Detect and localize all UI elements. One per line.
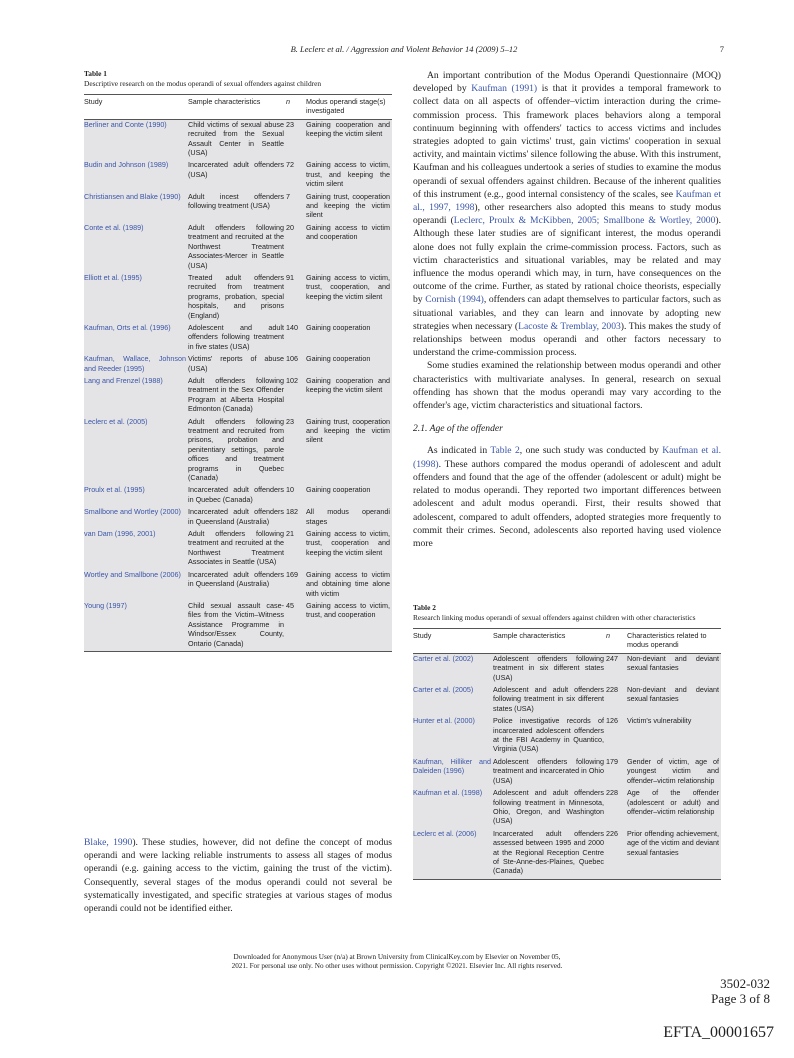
table1-cell-study[interactable] — [84, 119, 188, 160]
table1-cell-study[interactable] — [84, 323, 188, 354]
table1-cell-sample: Adult offenders following treatment in the Sex Offender Program at Alberta Hospital Edmonton (Canada) — [188, 375, 284, 414]
study-citation-link[interactable]: Wortley and Smallbone (2006) — [84, 569, 181, 579]
table2-cell-study[interactable] — [413, 653, 493, 685]
table1-cell-n: 102 — [286, 375, 298, 385]
table1-row — [84, 507, 392, 529]
study-citation-link[interactable]: Carter et al. (2005) — [413, 685, 474, 695]
table1-cell-n: 140 — [286, 322, 298, 332]
table2-block — [413, 603, 721, 880]
table2-cell-chars: Gender of victim, age of youngest victim and offender–victim relationship — [627, 756, 719, 785]
doc-id: 3502-032 — [720, 976, 770, 991]
table2-body — [413, 653, 721, 879]
citation-link-kaufman-1991[interactable]: Kaufman (1991) — [471, 83, 538, 95]
table2-header-n: n — [606, 629, 627, 654]
table2-cell-n: 226 — [606, 829, 627, 880]
table1-cell-n: 72 — [286, 160, 294, 170]
left-bottom-text — [84, 836, 392, 915]
table2-cell-chars: Prior offending achievement, age of the victim and deviant sexual fantasies — [627, 829, 721, 880]
table2-ref-link[interactable]: Table 2 — [490, 445, 520, 457]
table2-cell-study[interactable] — [413, 685, 493, 716]
table1-cell-n: 169 — [286, 569, 298, 579]
table1-cell-stage: Gaining trust, cooperation and keeping the victim silent — [306, 191, 390, 220]
table1-cell-sample: Adult offenders following treatment and recruited at the Northwest Treatment Associates-Mercer in Seattle (USA) — [188, 222, 284, 270]
table1-cell-n: 182 — [286, 507, 298, 517]
table1-cell-stage: Gaining cooperation — [306, 354, 371, 364]
study-citation-link[interactable]: Kaufman, Hilliker and Daleiden (1996) — [413, 756, 491, 776]
table1-cell-sample: Incarcerated adult offenders (USA) — [188, 160, 284, 179]
table2-header-sample: Sample characteristics — [493, 629, 606, 654]
table1 — [84, 94, 392, 652]
table1-row — [84, 160, 392, 191]
study-citation-link[interactable]: Christiansen and Blake (1990) — [84, 191, 181, 201]
table1-cell-n: 21 — [286, 529, 294, 539]
table2-row — [413, 829, 721, 880]
table1-cell-study[interactable] — [84, 417, 188, 486]
table1-cell-study[interactable] — [84, 354, 188, 376]
table2-caption-text: Research linking modus operandi of sexual offenders against children with other characteristics — [413, 612, 696, 622]
citation-link-kaufman-1998[interactable]: Kaufman et al. (1998) — [413, 445, 721, 470]
table1-cell-sample: Child sexual assault case-files from the Victim–Witness Assistance Programme in Windsor/Essex County, Ontario (Canada) — [188, 601, 286, 652]
study-citation-link[interactable]: Budin and Johnson (1989) — [84, 160, 169, 170]
study-citation-link[interactable]: Conte et al. (1989) — [84, 222, 144, 232]
table1-cell-stage: Gaining access to victim and cooperation — [306, 222, 390, 242]
study-citation-link[interactable]: van Dam (1996, 2001) — [84, 529, 156, 539]
table2-cell-sample: Adolescent offenders following treatment in six different states (USA) — [493, 653, 604, 682]
table1-cell-study[interactable] — [84, 223, 188, 273]
table1-cell-n: 20 — [286, 222, 294, 232]
table2 — [413, 628, 721, 880]
study-citation-link[interactable]: Kaufman et al. (1998) — [413, 788, 483, 798]
table2-cell-chars: Non-deviant and deviant sexual fantasies — [627, 653, 719, 673]
table1-cell-stage: Gaining access to victim, trust, and keeping the victim silent — [306, 160, 390, 189]
table2-cell-sample: Adolescent and adult offenders following treatment in six different states (USA) — [493, 685, 604, 713]
table1-row — [84, 570, 392, 601]
efta-number: EFTA_00001657 — [663, 1024, 774, 1041]
study-citation-link[interactable]: Lang and Frenzel (1988) — [84, 375, 163, 385]
table1-cell-stage: Gaining cooperation — [306, 322, 371, 332]
table1-cell-stage: Gaining cooperation — [306, 485, 371, 495]
table2-cell-chars: Non-deviant and deviant sexual fantasies — [627, 685, 719, 704]
table1-cell-n: 23 — [286, 416, 294, 426]
table2-row — [413, 685, 721, 716]
table1-row — [84, 529, 392, 570]
table1-cell-study[interactable] — [84, 507, 188, 529]
table2-cell-sample: Adolescent offenders following treatment and incarcerated in Ohio (USA) — [493, 756, 604, 785]
table1-cell-stage: Gaining trust, cooperation and keeping the victim silent — [306, 416, 390, 445]
study-citation-link[interactable]: Kaufman, Orts et al. (1996) — [84, 322, 171, 332]
left-bottom-paragraph: ). These studies, however, did not define the concept of modus operandi and were lacking reliable instruments to assess all stages of modus operandi (e.g. gaining access to the victim, gaining the trust of the victim). Consequently, several stages of the modus operandi could not several be systematically investigated, and specific strategies at various stages of modus operandi could not be identified either. — [84, 837, 392, 915]
table2-cell-study[interactable] — [413, 716, 493, 757]
section-heading-age: 2.1. Age of the offender — [413, 423, 503, 435]
table2-cell-chars: Age of the offender (adolescent or adult) and offender–victim relationship — [627, 788, 719, 816]
table1-cell-stage: Gaining cooperation and keeping the victim silent — [306, 375, 390, 395]
table1-cell-study[interactable] — [84, 192, 188, 223]
table1-row — [84, 354, 392, 376]
table1-header-sample: Sample characteristics — [188, 95, 286, 120]
study-citation-link[interactable]: Hunter et al. (2000) — [413, 716, 475, 726]
table1-cell-stage: Gaining access to victim, trust, cooperation and keeping the victim silent — [306, 529, 390, 557]
table1-header-study: Study — [84, 95, 188, 120]
table2-cell-n: 247 — [606, 653, 618, 663]
table1-body — [84, 119, 392, 651]
table1-row — [84, 376, 392, 417]
table1-block — [84, 69, 392, 652]
table1-row — [84, 119, 392, 160]
citation-link-cornish-1994[interactable]: Cornish (1994) — [425, 294, 484, 306]
bates-stamp — [711, 977, 770, 1006]
table1-cell-study[interactable] — [84, 485, 188, 507]
table1-cell-sample: Incarcerated adult offenders in Quebec (Canada) — [188, 485, 284, 504]
table2-row — [413, 653, 721, 685]
table1-cell-study[interactable] — [84, 529, 188, 570]
table2-cell-n: 179 — [606, 756, 618, 766]
page-of: Page 3 of 8 — [711, 990, 770, 1006]
table1-cell-study[interactable] — [84, 570, 188, 601]
table1-cell-n: 10 — [286, 485, 294, 495]
table1-caption — [84, 69, 392, 88]
table2-cell-study[interactable] — [413, 788, 493, 829]
table1-cell-sample: Incarcerated adult offenders in Queensland (Australia) — [188, 569, 284, 589]
table2-cell-n: 228 — [606, 788, 618, 798]
table2-label: Table 2 — [413, 603, 436, 612]
table1-cell-stage: Gaining access to victim and obtaining time alone with victim — [306, 569, 390, 598]
study-citation-link[interactable]: Proulx et al. (1995) — [84, 485, 145, 495]
footer-line-2: 2021. For personal use only. No other uses without permission. Copyright ©2021. Elsevier Inc. All rights reserved. — [231, 961, 563, 970]
table1-cell-n: 106 — [286, 354, 298, 364]
table1-cell-sample: Victims' reports of abuse (USA) — [188, 354, 284, 373]
table1-row — [84, 273, 392, 323]
table1-header-n: n — [286, 95, 306, 120]
table1-cell-study[interactable] — [84, 601, 188, 652]
table1-caption-text: Descriptive research on the modus operandi of sexual offenders against children — [84, 78, 322, 88]
table2-cell-study[interactable] — [413, 757, 493, 788]
table1-cell-sample: Treated adult offenders recruited from treatment programs, probation, special hospitals, and prisons (England) — [188, 272, 284, 320]
right-column-text — [413, 69, 721, 550]
table1-row — [84, 223, 392, 273]
table1-cell-stage: All modus operandi stages — [306, 507, 390, 526]
table2-caption — [413, 603, 721, 622]
paragraph-2: Some studies examined the relationship between modus operandi and other characteristics with multivariate analyses. In general, research on sexual offending has shown that the modus operandi may vary according to the offender's age, victim characteristics and situational factors. — [413, 360, 721, 412]
table2-row — [413, 757, 721, 788]
table1-cell-sample: Adult offenders following treatment and recruited at the Northwest Treatment Associates in Seattle (USA) — [188, 529, 284, 567]
table1-cell-study[interactable] — [84, 376, 188, 417]
download-footer — [180, 953, 614, 970]
table2-cell-n: 126 — [606, 716, 618, 726]
table1-cell-sample: Child victims of sexual abuse recruited from the Sexual Assault Center in Seattle (USA) — [188, 119, 284, 158]
table1-row — [84, 323, 392, 354]
study-citation-link[interactable]: Leclerc et al. (2005) — [84, 416, 148, 426]
citation-link-blake-1990[interactable]: Blake, 1990 — [84, 837, 133, 848]
table1-label: Table 1 — [84, 69, 107, 78]
page-number: 7 — [719, 44, 724, 54]
table2-cell-sample: Police investigative records of incarcerated adolescent offenders at the FBI Academy in Quantico, Virginia (USA) — [493, 716, 604, 754]
table1-cell-study[interactable] — [84, 273, 188, 323]
table1-cell-study[interactable] — [84, 160, 188, 191]
study-citation-link[interactable]: Elliott et al. (1995) — [84, 272, 142, 282]
table1-row — [84, 485, 392, 507]
table2-header-chars: Characteristics related to modus operandi — [627, 629, 721, 654]
table2-cell-sample: Adolescent and adult offenders following treatment in Minnesota, Ohio, Oregon, and Washington (USA) — [493, 788, 604, 826]
table1-cell-stage: Gaining cooperation and keeping the victim silent — [306, 119, 390, 139]
table2-cell-study[interactable] — [413, 829, 493, 880]
paragraph-3: As indicated in Table 2, one such study was conducted by Kaufman et al. (1998). These authors compared the modus operandi of adolescent and adult offenders and found that the age of the offender (adolescent or adult) might be related to modus operandi. They reported two important differences between adolescent and adult modus operandi. First, their results showed that adolescent, compared to adult offenders, adopted strategies more frequently to commit their crimes. Second, adolescents also reported having used violence more — [413, 445, 721, 549]
citation-link-leclerc-smallbone[interactable]: Leclerc, Proulx & McKibben, 2005; Smallbone & Wortley, 2000 — [453, 215, 716, 227]
table1-cell-sample: Adult incest offenders following treatment (USA) — [188, 191, 284, 211]
study-citation-link[interactable]: Smallbone and Wortley (2000) — [84, 507, 181, 517]
table2-cell-sample: Incarcerated adult offenders assessed between 1995 and 2000 at the Regional Reception Centre of Ste-Anne-des-Plaines, Quebec (Canada) — [493, 829, 606, 880]
table1-cell-sample: Adolescent and adult offenders following treatment in five states (USA) — [188, 322, 284, 351]
table2-row — [413, 716, 721, 757]
study-citation-link[interactable]: Young (1997) — [84, 600, 127, 610]
table2-cell-n: 228 — [606, 685, 618, 695]
table1-cell-sample: Incarcerated adult offenders in Queensland (Australia) — [188, 507, 284, 526]
citation-link-kaufman-1997-1998[interactable]: Kaufman et al., 1997, 1998 — [413, 188, 721, 214]
study-citation-link[interactable]: Berliner and Conte (1990) — [84, 119, 167, 129]
table1-cell-n: 91 — [286, 272, 294, 282]
table2-row — [413, 788, 721, 829]
table2-header-study: Study — [413, 629, 493, 654]
footer-line-1: Downloaded for Anonymous User (n/a) at Brown University from ClinicalKey.com by Elsevier on November 05, — [233, 953, 561, 961]
table1-cell-stage: Gaining access to victim, trust, and cooperation — [306, 601, 392, 652]
study-citation-link[interactable]: Carter et al. (2002) — [413, 653, 474, 663]
study-citation-link[interactable]: Leclerc et al. (2006) — [413, 828, 477, 838]
study-citation-link[interactable]: Kaufman, Wallace, Johnson and Reeder (1995) — [84, 354, 186, 373]
table1-cell-stage: Gaining access to victim, trust, cooperation, and keeping the victim silent — [306, 272, 390, 301]
table2-cell-chars: Victim's vulnerability — [627, 716, 692, 726]
table1-cell-n: 7 — [286, 191, 290, 201]
table1-row — [84, 417, 392, 486]
table1-row — [84, 601, 392, 652]
table1-row — [84, 192, 392, 223]
table1-cell-sample: Adult offenders following treatment and recruited from prisons, probation and penitentiary settings, parole offices and treatment programs in Quebec (Canada) — [188, 416, 284, 483]
table1-cell-n: 23 — [286, 119, 294, 129]
paragraph-1: An important contribution of the Modus Operandi Questionnaire (MOQ) developed by Kaufman (1991) is that it provides a temporal framework to collect data on all aspects of offender–victim interaction during the crime-commission process. This framework places behaviors along a temporal continuum beginning with offenders' tactics to access victims and includes strategies adopted to gain victims' trust, gain victims' cooperation in sexual activity, and maintain victims' silence following the abuse. With this instrument, Kaufman and his colleagues undertook a series of studies to examine the modus operandi of sexual offenders against children. Because of the inherent qualities of this instrument (e.g., good internal consistency of the scales, see Kaufman et al., 1997, 1998), other researchers also adopted this means to study modus operandi (Leclerc, Proulx & McKibben, 2005; Smallbone & Wortley, 2000). Although these later studies are of significant interest, the modus operandi alone does not fully explain the crime-commission process. Factors, such as victim characteristics and situational variables, may be related and may influence the modus operandi which may, in turn, have consequences on the outcome of the crime. Further, as stated by rational choice theorists, especially by Cornish (1994), offenders can adapt themselves to particular factors, such as situational variables, and they can learn and innovate by adopting new strategies when necessary (Lacoste & Tremblay, 2003). This makes the study of relationships between modus operandi and other factors necessary to understand the crime-commission process. — [413, 70, 722, 359]
journal-citation: B. Leclerc et al. / Aggression and Violent Behavior 14 (2009) 5–12 — [290, 44, 518, 54]
table1-header-stage: Modus operandi stage(s) investigated — [306, 95, 392, 120]
table1-cell-n: 45 — [286, 601, 306, 652]
citation-link-lacoste-tremblay[interactable]: Lacoste & Tremblay, 2003 — [518, 320, 621, 332]
